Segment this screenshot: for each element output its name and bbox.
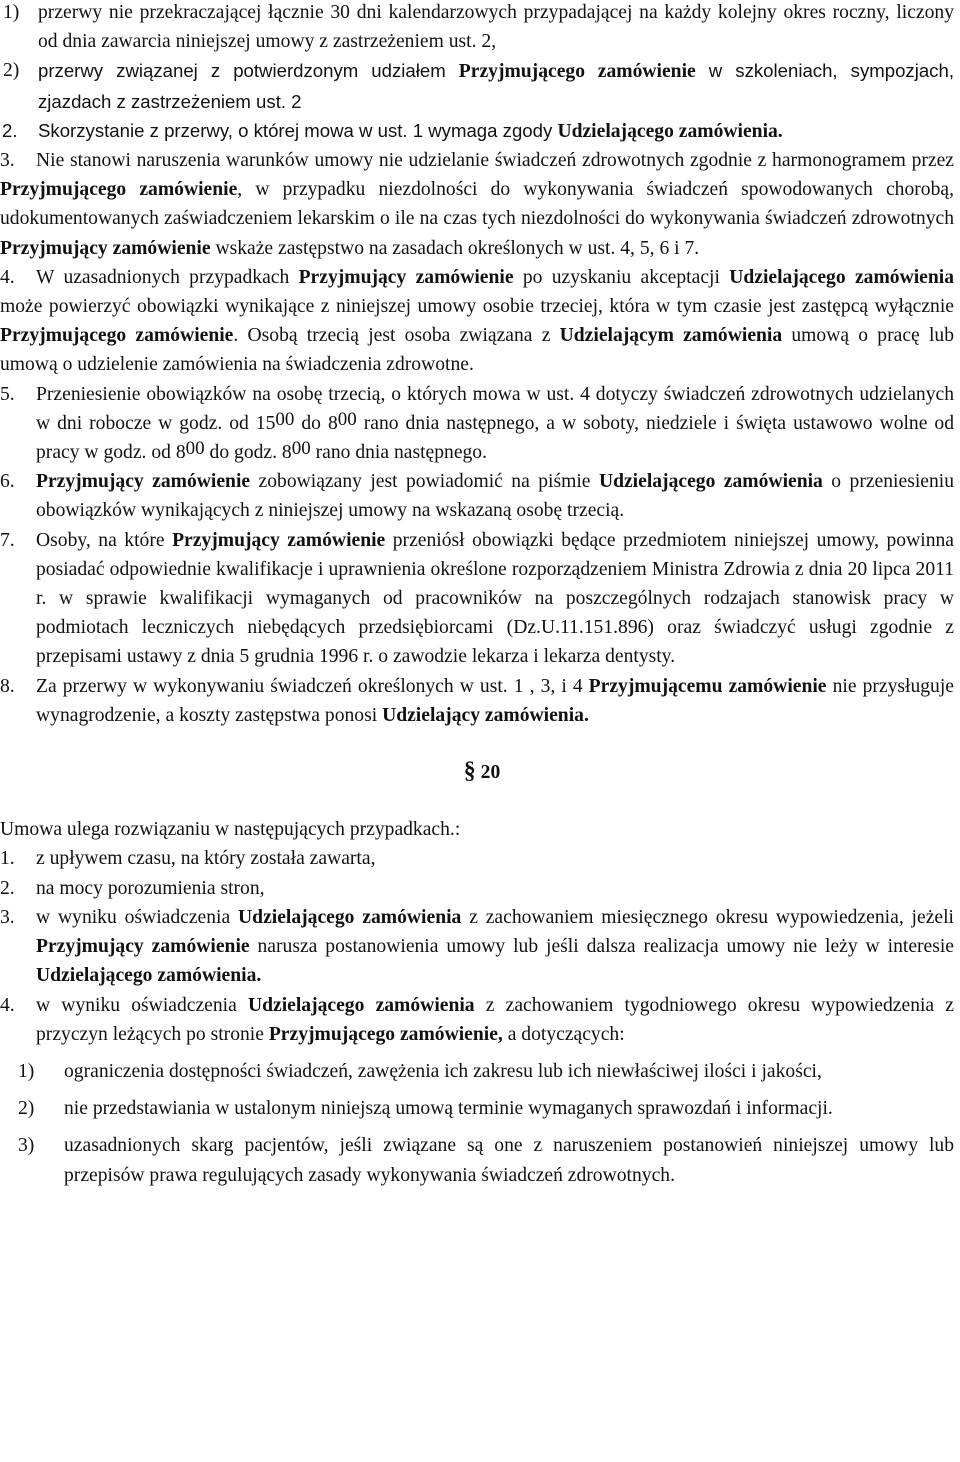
party-name: Przyjmujący zamówienie bbox=[298, 266, 514, 288]
item-text: uzasadnionych skarg pacjentów, jeśli związane są one z naruszeniem postanowień niniejszej umowy lub przepisów prawa regulujących zasady wykonywania świadczeń zdrowotnych. bbox=[64, 1135, 954, 1186]
hour-superscript: 00 bbox=[291, 438, 311, 460]
section-number: 20 bbox=[480, 762, 501, 784]
item-text: Przyjmujący zamówienie zobowiązany jest powiadomić na piśmie Udzielającego zamówienia o przeniesieniu obowiązków wynikających z niniejszej umowy na wskazaną osobę trzecią. bbox=[36, 471, 954, 522]
item-text: W uzasadnionych przypadkach Przyjmujący zamówienie po uzyskaniu akceptacji Udzielającego zamówienia może powierzyć obowiązki wynikające z niniejszej umowy osobie trzeciej, która w tym czasie jest zastępcą wyłącznie Przyjmującego zamówienie. Osobą trzecią jest osoba związana z Udzielającym zamówienia umową o pracę lub umową o udzielenie zamówienia na świadczenia zdrowotne. bbox=[0, 266, 954, 376]
item-text: przerwy związanej z potwierdzonym udziałem Przyjmującego zamówienie w szkoleniach, sympozjach, zjazdach z zastrzeżeniem ust. 2 bbox=[38, 60, 954, 112]
party-name: Przyjmującego zamówienie bbox=[458, 61, 696, 83]
party-name: Przyjmującego zamówienie bbox=[0, 179, 238, 201]
hour-superscript: 00 bbox=[275, 408, 295, 430]
list-item bbox=[0, 56, 954, 115]
party-name: Udzielającego zamówienia bbox=[247, 994, 475, 1016]
party-name: Przyjmującego zamówienie, bbox=[268, 1023, 503, 1045]
party-name: Udzielającym zamówienia bbox=[559, 325, 783, 347]
item-number: 2) bbox=[3, 60, 20, 82]
item-text: nie przedstawiania w ustalonym niniejszą umową terminie wymaganych sprawozdań i informacji. bbox=[64, 1098, 833, 1120]
hour-superscript: 00 bbox=[337, 408, 357, 430]
item-text: ograniczenia dostępności świadczeń, zawężenia ich zakresu lub ich niewłaściwej ilości i jakości, bbox=[64, 1060, 822, 1082]
item-text: na mocy porozumienia stron, bbox=[36, 877, 265, 899]
paragraph-3 bbox=[0, 146, 954, 263]
item-number: 2. bbox=[2, 119, 18, 141]
termination-sub-item bbox=[0, 1057, 954, 1086]
item-text: Za przerwy w wykonywaniu świadczeń określonych w ust. 1 , 3, i 4 Przyjmującemu zamówienie nie przysługuje wynagrodzenie, a koszty zastępstwa ponosi Udzielający zamówienia. bbox=[36, 675, 954, 726]
party-name: Przyjmujący zamówienie bbox=[0, 237, 211, 259]
item-text: w wyniku oświadczenia Udzielającego zamówienia z zachowaniem miesięcznego okresu wypowiedzenia, jeżeli Przyjmujący zamówienie narusza postanowienia umowy lub jeśli dalsza realizacja umowy nie leży w interesie Udzielającego zamówienia. bbox=[36, 906, 954, 987]
item-number: 8. bbox=[0, 675, 15, 697]
paragraph-2 bbox=[0, 116, 954, 146]
item-number: 4. bbox=[0, 994, 15, 1016]
item-number: 1. bbox=[0, 848, 15, 870]
termination-item bbox=[0, 874, 954, 903]
termination-item bbox=[0, 844, 954, 873]
party-name: Przyjmujący zamówienie bbox=[36, 471, 251, 493]
item-number: 7. bbox=[0, 529, 15, 551]
paragraph-5 bbox=[0, 380, 954, 468]
item-number: 1) bbox=[3, 2, 20, 23]
item-text: Przeniesienie obowiązków na osobę trzecią, o których mowa w ust. 4 dotyczy świadczeń zdrowotnych udzielanych w dni robocze w godz. od 1500 do 800 rano dnia następnego, a w soboty, niedziele i święta ustawowo wolne od pracy w godz. od 800 do godz. 800 rano dnia następnego. bbox=[36, 383, 954, 464]
party-name: Przyjmującego zamówienie bbox=[0, 325, 234, 347]
section-symbol: § bbox=[463, 758, 476, 785]
item-number: 6. bbox=[0, 471, 15, 493]
item-number: 3. bbox=[0, 906, 15, 928]
item-text: z upływem czasu, na który została zawarta, bbox=[36, 848, 376, 870]
party-name: Przyjmujący zamówienie bbox=[172, 529, 386, 551]
item-text: Osoby, na które Przyjmujący zamówienie przeniósł obowiązki będące przedmiotem niniejszej umowy, powinna posiadać odpowiednie kwalifikacje i uprawnienia określone rozporządzeniem Ministra Zdrowia z dnia 20 lipca 2011 r. w sprawie kwalifikacji wymaganych od pracowników na poszczególnych rodzajach stanowisk pracy w podmiotach leczniczych niebędących przedsiębiorcami (Dz.U.11.151.896) oraz świadczyć usługi zgodnie z przepisami ustawy z dnia 5 grudnia 1996 r. o zawodzie lekarza i lekarza dentysty. bbox=[36, 529, 954, 668]
paragraph-6 bbox=[0, 467, 954, 525]
party-name: Przyjmującemu zamówienie bbox=[588, 675, 827, 697]
item-number: 2. bbox=[0, 877, 15, 899]
item-number: 2) bbox=[18, 1098, 35, 1120]
party-name: Udzielający zamówienia. bbox=[382, 704, 589, 726]
item-number: 1) bbox=[18, 1060, 35, 1082]
item-text: w wyniku oświadczenia Udzielającego zamówienia z zachowaniem tygodniowego okresu wypowiedzenia z przyczyn leżących po stronie Przyjmującego zamówienie, a dotyczących: bbox=[36, 994, 954, 1045]
termination-item bbox=[0, 991, 954, 1049]
termination-sub-item bbox=[0, 1094, 954, 1123]
termination-sub-item bbox=[0, 1131, 954, 1189]
section-heading bbox=[0, 757, 954, 787]
list-item bbox=[0, 0, 954, 56]
item-text: Nie stanowi naruszenia warunków umowy nie udzielanie świadczeń zdrowotnych zgodnie z harmonogramem przez Przyjmującego zamówienie, w przypadku niezdolności do wykonywania świadczeń spowodowanych chorobą, udokumentowanych zaświadczeniem lekarskim o ile na czas tych niezdolności do wykonywania świadczeń zdrowotnych Przyjmujący zamówienie wskaże zastępstwo na zasadach określonych w ust. 4, 5, 6 i 7. bbox=[0, 150, 954, 259]
hour-superscript: 00 bbox=[185, 438, 205, 460]
party-name: Udzielającego zamówienia bbox=[238, 906, 462, 928]
item-number: 4. bbox=[0, 266, 15, 288]
item-number: 3) bbox=[18, 1135, 35, 1157]
item-number: 5. bbox=[0, 383, 15, 405]
paragraph-8 bbox=[0, 672, 954, 730]
item-text: przerwy nie przekraczającej łącznie 30 dni kalendarzowych przypadającej na każdy kolejny okres roczny, liczony od dnia zawarcia niniejszej umowy z zastrzeżeniem ust. 2, bbox=[38, 2, 954, 53]
party-name: Udzielającego zamówienia bbox=[598, 471, 823, 493]
party-name: Udzielającego zamówienia. bbox=[557, 120, 783, 142]
party-name: Udzielającego zamówienia. bbox=[36, 965, 262, 987]
item-text: Skorzystanie z przerwy, o której mowa w ust. 1 wymaga zgody Udzielającego zamówienia. bbox=[38, 119, 783, 142]
termination-item bbox=[0, 903, 954, 991]
paragraph-4 bbox=[0, 263, 954, 380]
party-name: Przyjmujący zamówienie bbox=[36, 936, 250, 958]
party-name: Udzielającego zamówienia bbox=[729, 266, 954, 288]
termination-intro: Umowa ulega rozwiązaniu w następujących przypadkach.: bbox=[0, 819, 461, 841]
item-number: 3. bbox=[0, 150, 15, 172]
paragraph-7 bbox=[0, 526, 954, 672]
